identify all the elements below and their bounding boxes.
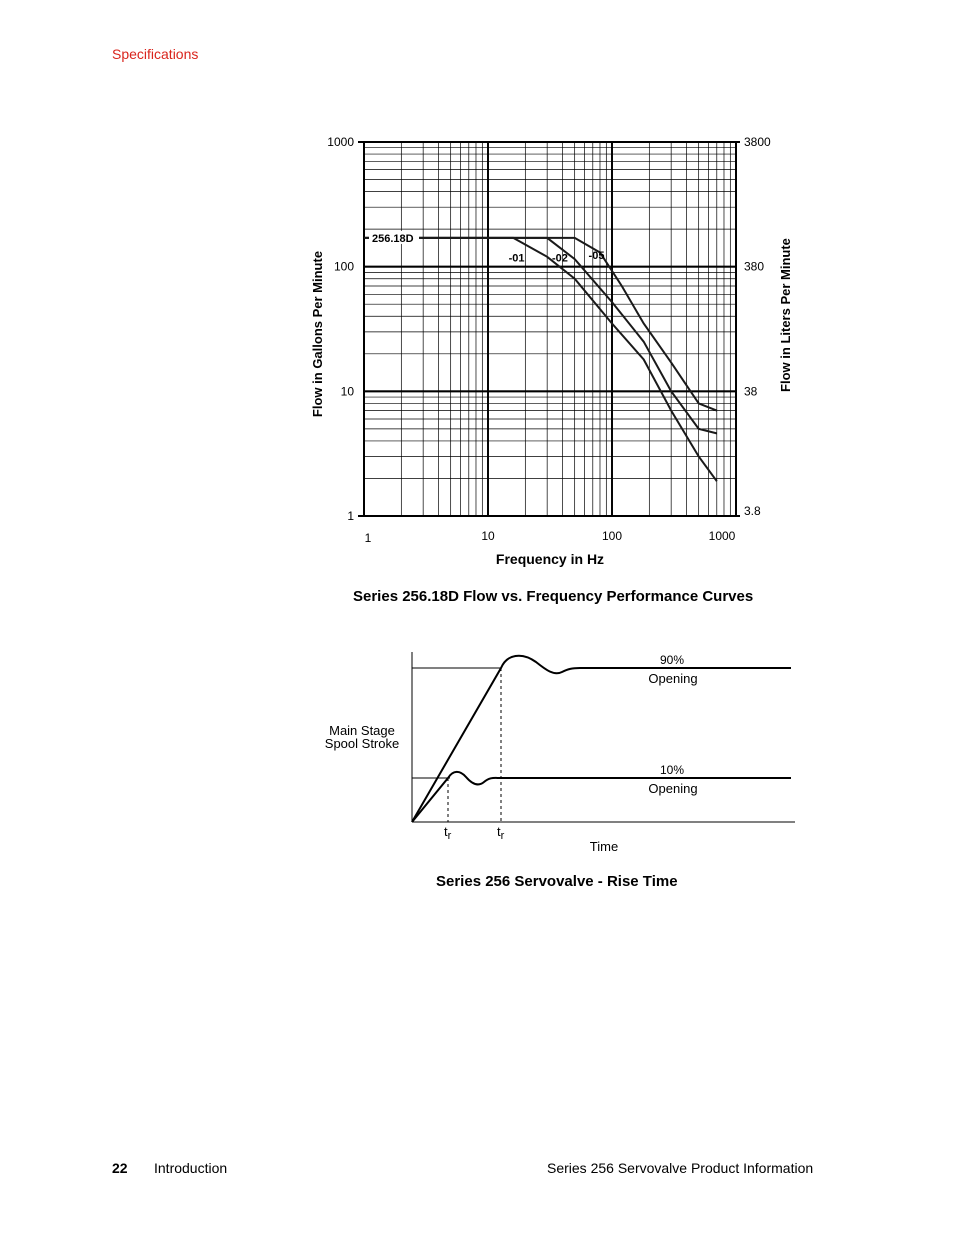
curve-label: 256.18D xyxy=(372,232,414,245)
series-90-opening xyxy=(412,656,791,822)
y-tick-label: 100 xyxy=(333,259,354,274)
y-tick-label: 1000 xyxy=(327,135,354,149)
y-axis-title: Main Stage xyxy=(329,723,395,738)
y-axis-title-right: Flow in Liters Per Minute xyxy=(778,238,793,392)
x-tick-label: 10 xyxy=(481,529,495,543)
y-tick-label: 1 xyxy=(347,509,354,523)
y-axis-title-left: Flow in Gallons Per Minute xyxy=(310,250,325,418)
series-label: -01 xyxy=(508,252,525,265)
y-right-tick-label: 38 xyxy=(744,384,758,399)
flow-frequency-chart xyxy=(300,125,820,585)
annotation-label: Opening xyxy=(648,671,698,686)
rise-time-label: $t_r$ xyxy=(444,824,452,842)
annotation-percent: 90% xyxy=(659,653,685,667)
y-tick-label: 10 xyxy=(340,384,354,399)
flow-chart-caption: Series 256.18D Flow vs. Frequency Performance Curves xyxy=(353,588,754,605)
x-axis-title: Time xyxy=(589,839,619,854)
rise-time-label: $t_r$ xyxy=(497,824,505,842)
x-axis-title: Frequency in Hz xyxy=(495,551,605,567)
page-number: 22 xyxy=(112,1160,128,1176)
y-axis-title: Spool Stroke xyxy=(324,736,400,751)
series-10-opening xyxy=(412,772,791,822)
rise-time-caption: Series 256 Servovalve - Rise Time xyxy=(436,873,678,890)
section-header: Specifications xyxy=(112,46,199,62)
y-right-tick-label: 3.8 xyxy=(744,504,761,518)
x-tick-label: 1 xyxy=(364,531,372,545)
series-line xyxy=(364,238,717,481)
series-line xyxy=(364,238,717,411)
rise-time-chart xyxy=(300,640,820,865)
annotation-label: Opening xyxy=(648,781,698,796)
plot-frame xyxy=(364,142,736,516)
footer-title: Series 256 Servovalve Product Information xyxy=(547,1160,814,1176)
y-right-tick-label: 380 xyxy=(744,259,765,274)
y-right-tick-label: 3800 xyxy=(744,135,771,149)
series-label: -05 xyxy=(588,250,605,263)
annotation-percent: 10% xyxy=(659,763,685,777)
x-tick-label: 1000 xyxy=(708,529,736,543)
x-tick-label: 100 xyxy=(601,529,623,543)
footer-section: Introduction xyxy=(154,1160,228,1176)
series-label: -02 xyxy=(551,252,568,265)
